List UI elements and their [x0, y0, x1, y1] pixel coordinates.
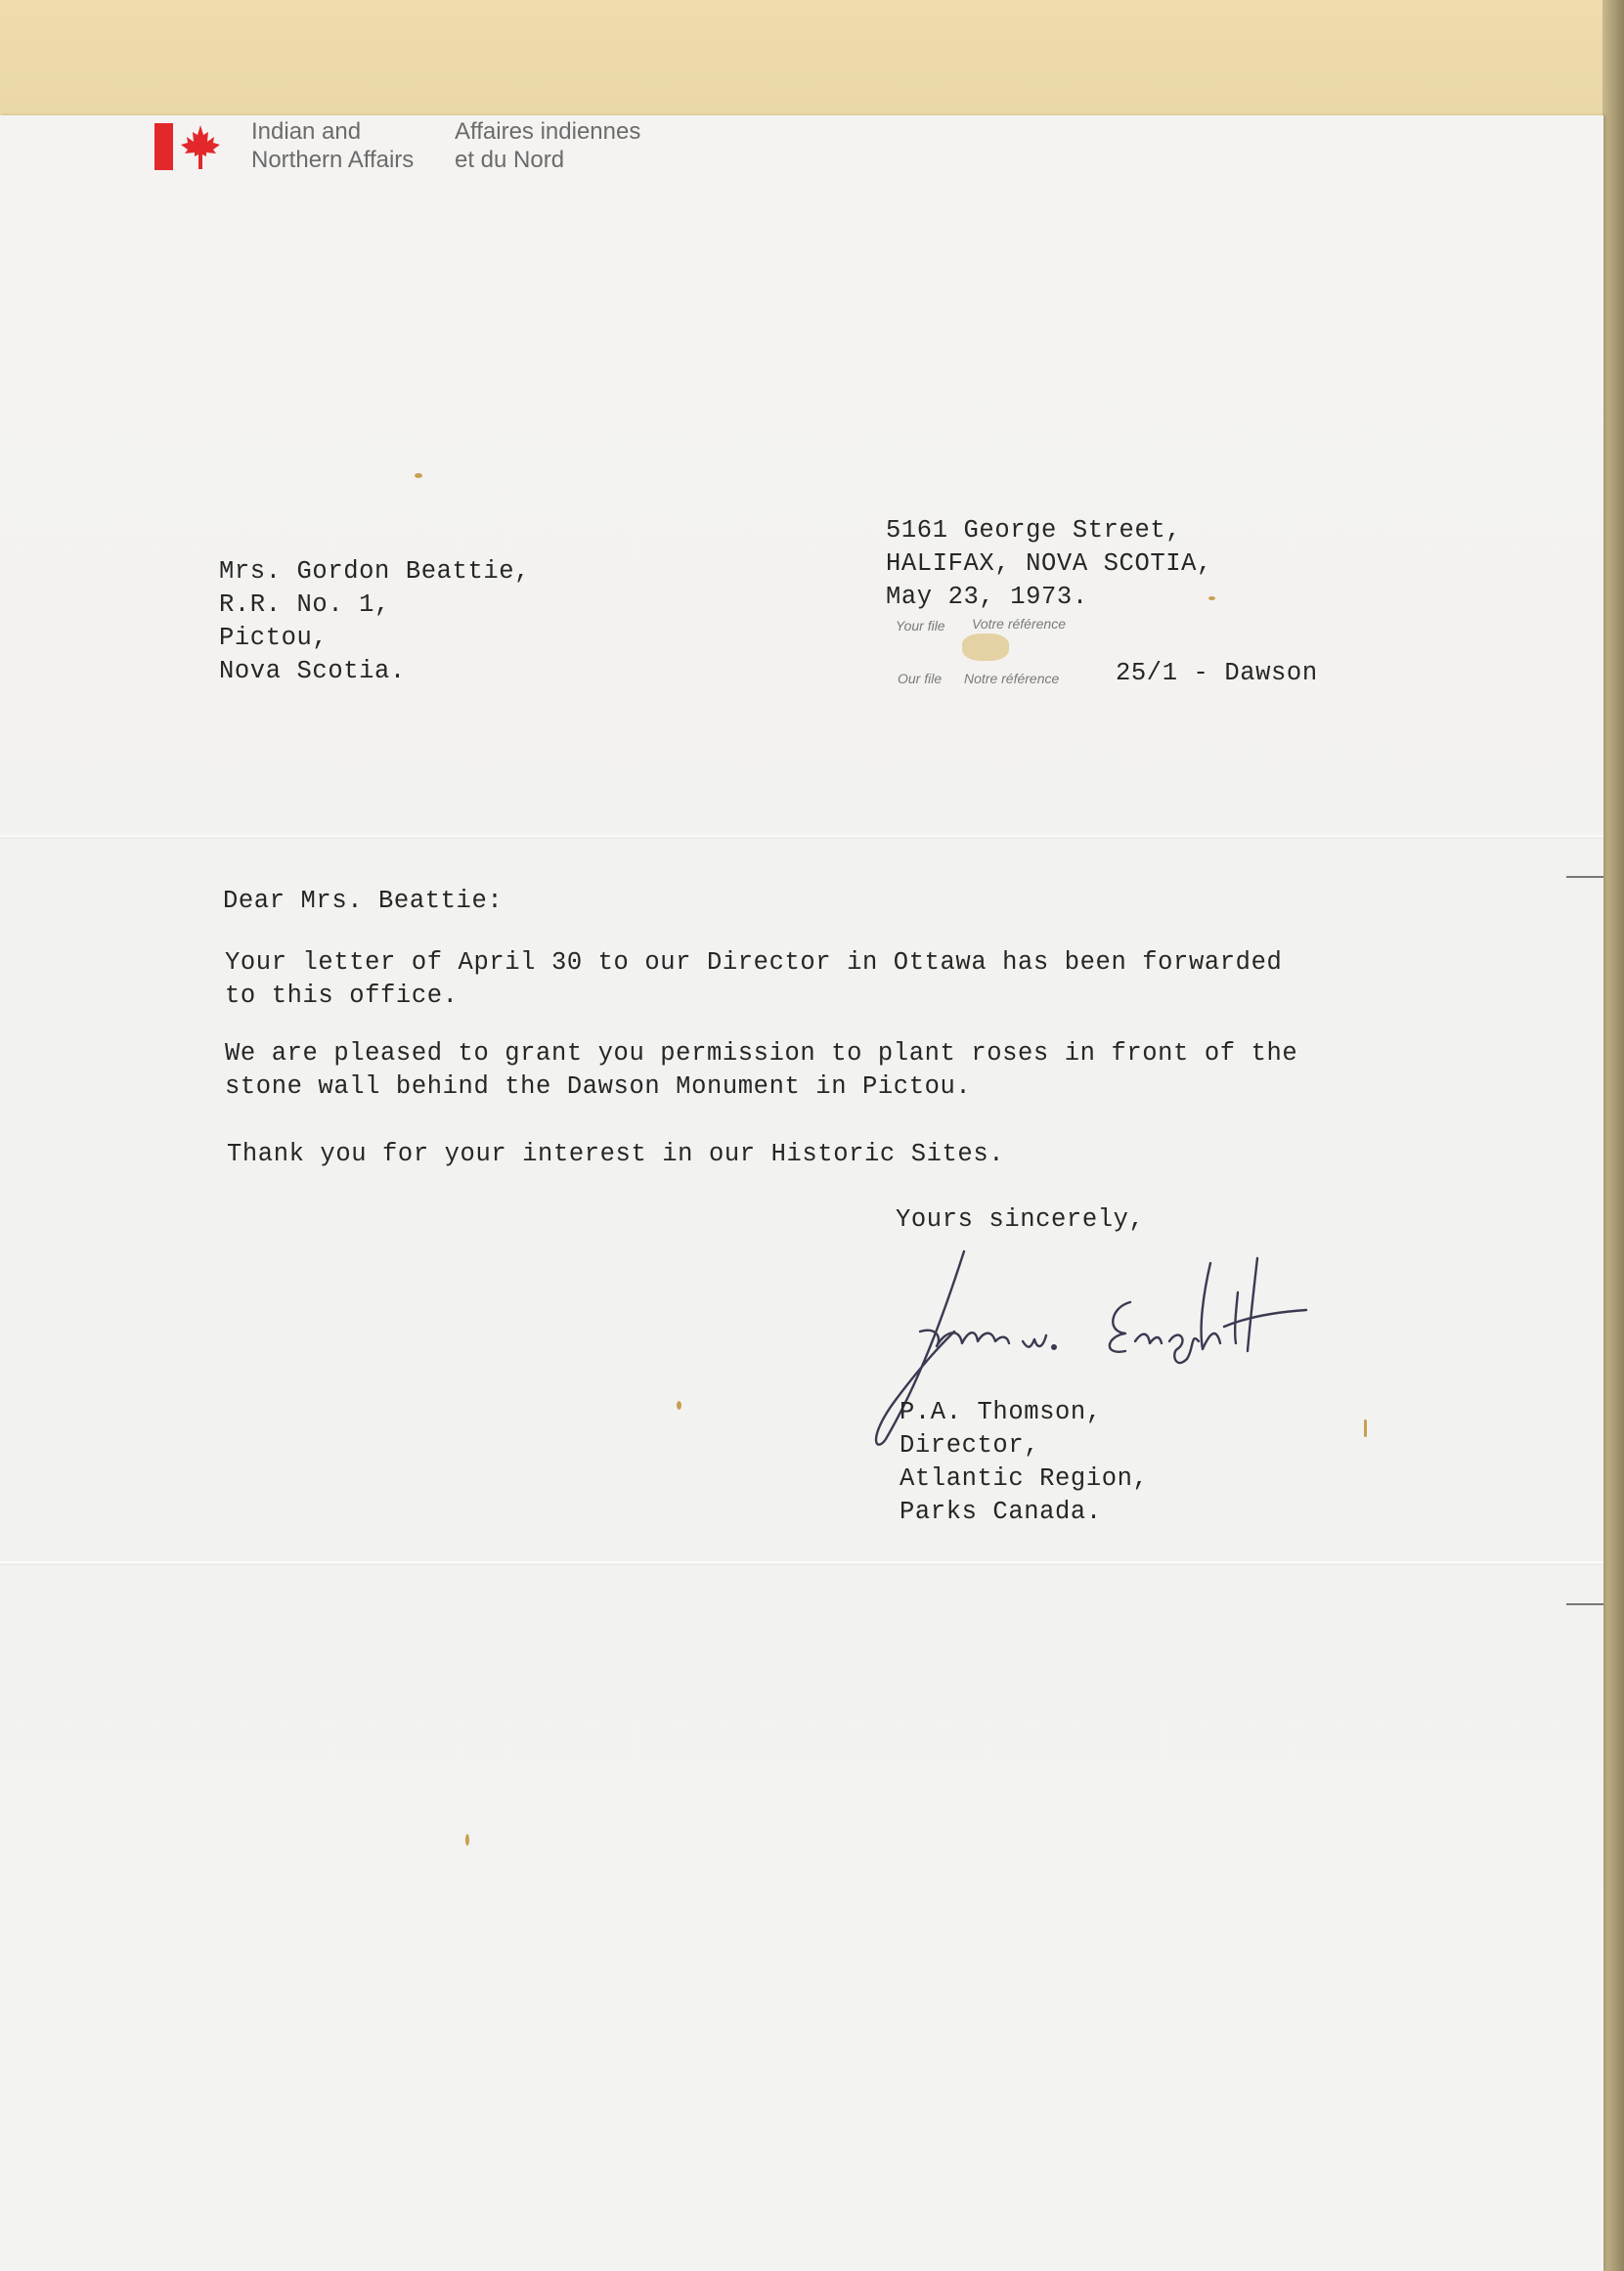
signature-block [900, 1396, 1148, 1529]
paper-speck [1208, 596, 1215, 600]
letterhead-line: Affaires indiennes [455, 118, 641, 145]
fold-mark [1566, 1603, 1603, 1605]
signatory-title: Director, [900, 1431, 1040, 1460]
letterhead-french [455, 117, 640, 174]
your-reference-label: Votre référence [972, 616, 1066, 632]
address-line: Pictou, [219, 624, 329, 652]
canada-flag-icon [154, 123, 221, 170]
signatory-region: Atlantic Region, [900, 1464, 1149, 1493]
body-line: stone wall behind the Dawson Monument in Pictou. [225, 1072, 972, 1101]
paper-speck [1364, 1419, 1367, 1437]
letterhead-line: Indian and [251, 118, 362, 145]
letterhead-line: et du Nord [455, 147, 565, 173]
your-file-label: Your file [896, 618, 945, 633]
address-line: HALIFAX, NOVA SCOTIA, [886, 549, 1212, 578]
recipient-address [219, 555, 530, 688]
address-line: R.R. No. 1, [219, 590, 390, 619]
paper-speck [465, 1834, 469, 1846]
file-reference-number: 25/1 - Dawson [1116, 659, 1318, 687]
sender-address [886, 514, 1212, 614]
letter-sheet [0, 115, 1603, 2271]
fold-crease [0, 1560, 1603, 1565]
paper-speck [415, 473, 422, 478]
closing: Yours sincerely, [896, 1205, 1145, 1234]
fold-mark [1566, 876, 1603, 878]
fold-crease [0, 834, 1603, 839]
address-line: Mrs. Gordon Beattie, [219, 557, 531, 586]
letterhead-english [251, 117, 414, 174]
letter-date: May 23, 1973. [886, 583, 1088, 611]
body-paragraph [225, 946, 1282, 1013]
body-line: We are pleased to grant you permission to plant roses in front of the [225, 1039, 1298, 1068]
body-line: Your letter of April 30 to our Director in Ottawa has been forwarded [225, 948, 1283, 977]
our-reference-label: Notre référence [964, 671, 1060, 686]
salutation: Dear Mrs. Beattie: [223, 887, 504, 915]
address-line: 5161 George Street, [886, 516, 1182, 545]
address-line: Nova Scotia. [219, 657, 406, 685]
body-paragraph: Thank you for your interest in our Historic Sites. [227, 1140, 1005, 1168]
paper-blemish [962, 633, 1009, 661]
binder-edge [1602, 0, 1624, 2271]
signatory-name: P.A. Thomson, [900, 1398, 1102, 1426]
signatory-organization: Parks Canada. [900, 1498, 1102, 1526]
body-line: to this office. [225, 982, 459, 1010]
letterhead-line: Northern Affairs [251, 147, 415, 173]
paper-speck [677, 1401, 681, 1410]
our-file-label: Our file [898, 671, 943, 686]
body-paragraph [225, 1037, 1297, 1104]
